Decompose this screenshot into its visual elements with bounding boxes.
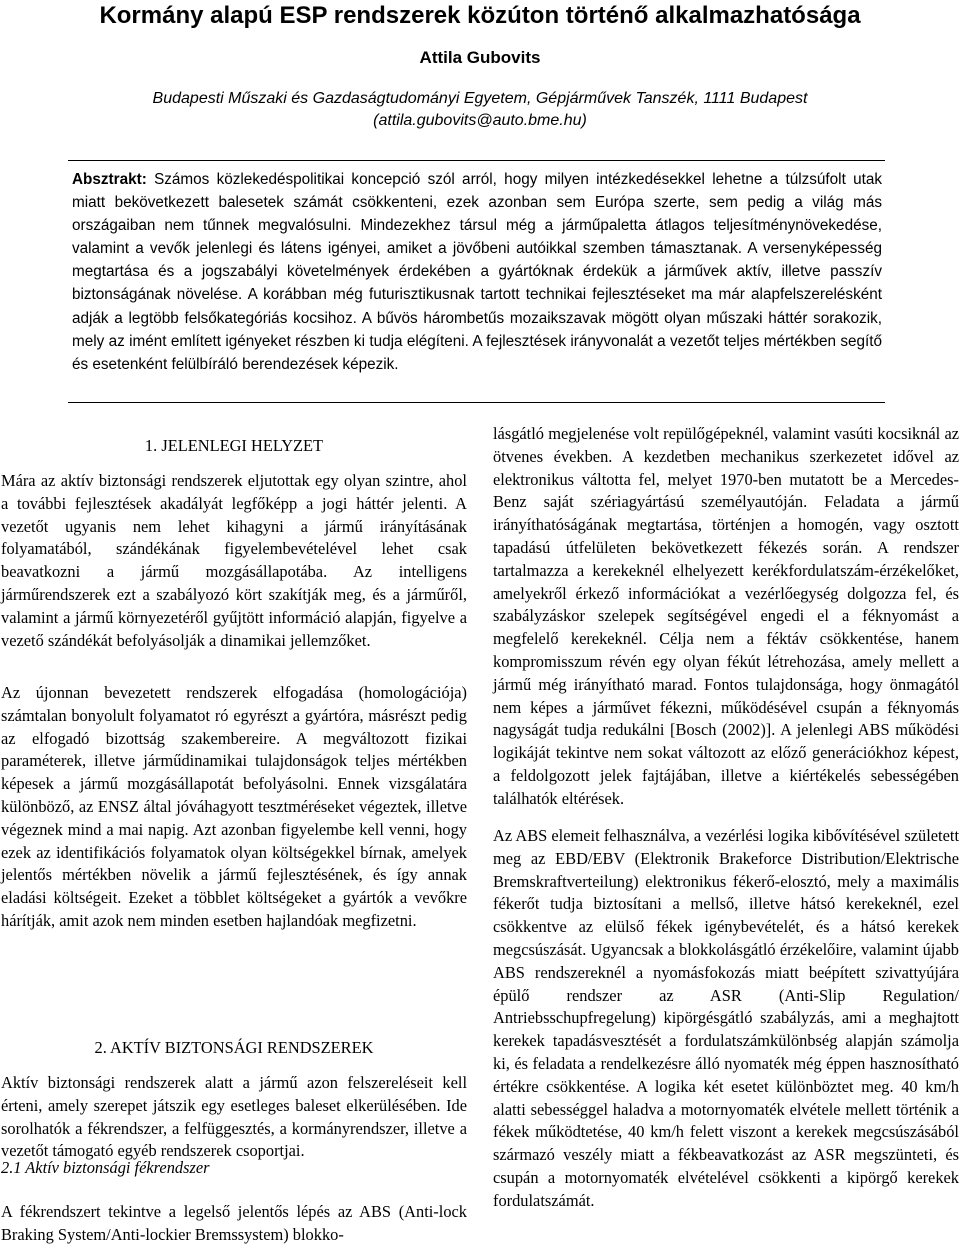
ebd-asr-paragraph: Az ABS elemeit felhasználva, a vezérlési logika kibővítésével született meg az EBD/EBV (Elektronik Brakeforce Distribution/Elektrische Bremskraftverteilung) elektronikus fékerő-elosztó, mely a maximális fékerőt tudja biztosítani a mellső, illetve hátsó kerekeknél, ezel csökkentve az elülső fékek igénybevételét, és a hátsó kerekek megcsúszását. Ugyancsak a blokkolásgátló érzékelőire, valamint újabb ABS rendszereknél a nyomásfokozás miatt beépített szivattyújára épülő rendszer az ASR (Anti-Slip Regulation/ Antriebsschupfregelung) kipörgésgátló szabályzás, ami a meghajtott kerekek tapadásvesztését a fordulatszámkülönbség alapján számolja ki, és feladata a rendelkezésre álló nyomaték még éppen hasznosítható értékre csökkentése. A logika két esetet különböztet meg. 40 km/h alatti sebességgel haladva a motornyomaték elvétele mellett történik a fékek működtetése, 40 km/h felett viszont a kerekek megcsúszásából származó veszély miatt a fékbeavatkozást az ASR megszünteti, és csupán a motornyomaték elvételével csökkenti a kipörgő kerekek fordulatszámát.: [493, 826, 959, 1210]
author-name: Attila Gubovits: [419, 48, 541, 67]
section-1-heading: 1. JELENLEGI HELYZET: [144, 436, 324, 455]
section-1-paragraph-1: Mára az aktív biztonsági rendszerek eljutottak egy olyan szintre, ahol a további fejlesztések akadályát legfőképp a jogi háttér jelenti. A vezetőt ugyanis nem lehet kihagyni a jármű irányításának folyamatából, szándékának figyelembevételével lehet csak beavatkozni a jármű mozgásállapotába. Az intelligens járműrendszerek ezt a szabályozó kört szakítják meg, és a járműről, valamint a jármű környezetéről gyűjtött információ alapján, figyelve a vezető szándékát befolyásolják a dinamikai jellemzőket.: [1, 471, 467, 650]
affiliation-block: [0, 88, 960, 132]
affiliation: Budapesti Műszaki és Gazdaságtudományi Egyetem, Gépjárművek Tanszék, 1111 Budapest: [152, 90, 808, 107]
abs-paragraph: lásgátló megjelenése volt repülőgépeknél, valamint vasúti kocsiknál az ötvenes években. A kezdetben mechanikus szerkezetet idővel az elektronikus váltotta fel, melyet 1970-ben mutatott be a Mercedes-Benz saját szériagyártású személyautóján. Feladata a jármű irányíthatóságának megtartása, történjen a homogén, vagy osztott tapadású útfelületen bekövetkezett fékezés során. A rendszer tartalmazza a kerekeknél elhelyezett kerékfordulatszám-érzékelőket, amelyekről érkező információkat a vezérlőegység dolgozza fel, és szabályzáskor szelepek segítségével engedi el a féknyomást a megfelelő kerekeknél. Célja nem a féktáv csökkentése, hanem kompromisszum révén egy olyan fékút létrehozása, amely mellett a jármű még irányítható marad. Fontos tulajdonsága, hogy önmagától nem képes a járművet fékezni, működésével csupán a féknyomás nagyságát tudja redukálni [Bosch (2002)]. A jelenlegi ABS működési logikáját tekintve nem sokat változott az előző generációkhoz képest, a feldolgozott jelek fajtájában, illetve a kiértékelés sebességében találhatók eltérések.: [493, 424, 959, 808]
section-2-paragraph-1: Aktív biztonsági rendszerek alatt a jármű azon felszereléseit kell érteni, amely szerepet játszik egy esetleges baleset elkerülésében. Ide sorolhatók a fékrendszer, a felfüggesztés, a kormányrendszer, illetve a vezetőt támogató egyéb rendszerek csoportjai.: [1, 1073, 467, 1161]
subsection-2-1-heading: 2.1 Aktív biztonsági fékrendszer: [1, 1158, 210, 1177]
abstract-bottom-rule: [68, 402, 885, 403]
paper-title: Kormány alapú ESP rendszerek közúton történő alkalmazhatósága: [99, 2, 861, 29]
abstract-text: Számos közlekedéspolitikai koncepció szól arról, hogy milyen intézkedésekkel lehetne a túlzsúfolt utak miatt bekövetkezett balesetek számát csökkenteni, ezek azonban sem Európa szerte, sem pedig a világ más országaiban nem tűnnek megvalósulni. Mindezekhez társul még a járműpaletta átlagos teljesítménynövekedése, valamint a vevők jelenlegi és látens igényei, amiket a jövőbeni autóikkal szemben támasztanak. A versenyképesség megtartása és a jogszabályi követelmények érdekében a gyártóknak érdekük a járművek aktív, illetve passzív biztonságának növelése. A korábban még futurisztikusnak tartott technikai fejlesztéseket ma már alapfelszerelésként adják a legtöbb felsőkategóriás kocsihoz. A bűvös hárombetűs mozaikszavak mögött olyan műszaki háttér sorakozik, mely az imént említett igényeket részben ki tudja elégíteni. A fejlesztések irányvonalát a vezetőt teljes mértékben segítő és esetenként felülbíráló berendezések képezik.: [72, 171, 883, 373]
author-email: (attila.gubovits@auto.bme.hu): [373, 112, 587, 129]
abstract-label: Absztrakt:: [72, 171, 147, 188]
section-1-paragraph-2: Az újonnan bevezetett rendszerek elfogadása (homologációja) számtalan bonyolult folyamatot ró egyrészt a gyártóra, másrészt pedig az elfogadó bizottság szakembereire. A megváltozott fizikai paraméterek, illetve járműdinamikai tulajdonságok teljes mértékben képesek a jármű mozgásállapotát befolyásolni. Ennek vizsgálatára különböző, az ENSZ által jóváhagyott tesztméréseket végeztek, illetve végeznek mind a mai napig. Azt azonban figyelembe kell venni, hogy ezek az identifikációs folyamatok olyan költségekkel bírnak, amelyek jelentős mértékben növelik a jármű fejlesztésének, és így annak eladási költségeit. Ezeket a többlet költségeket a gyártók a vevőkre hárítják, amit azok nem minden esetben hajlandóak megfizetni.: [1, 683, 467, 930]
abstract: [72, 168, 882, 376]
abstract-top-rule: [68, 160, 885, 161]
subsection-2-1-paragraph-1: A fékrendszert tekintve a legelső jelentős lépés az ABS (Anti-lock Braking System/Anti-lockier Bremssystem) blokko-: [1, 1202, 467, 1244]
section-2-heading: 2. AKTÍV BIZTONSÁGI RENDSZEREK: [94, 1038, 374, 1057]
